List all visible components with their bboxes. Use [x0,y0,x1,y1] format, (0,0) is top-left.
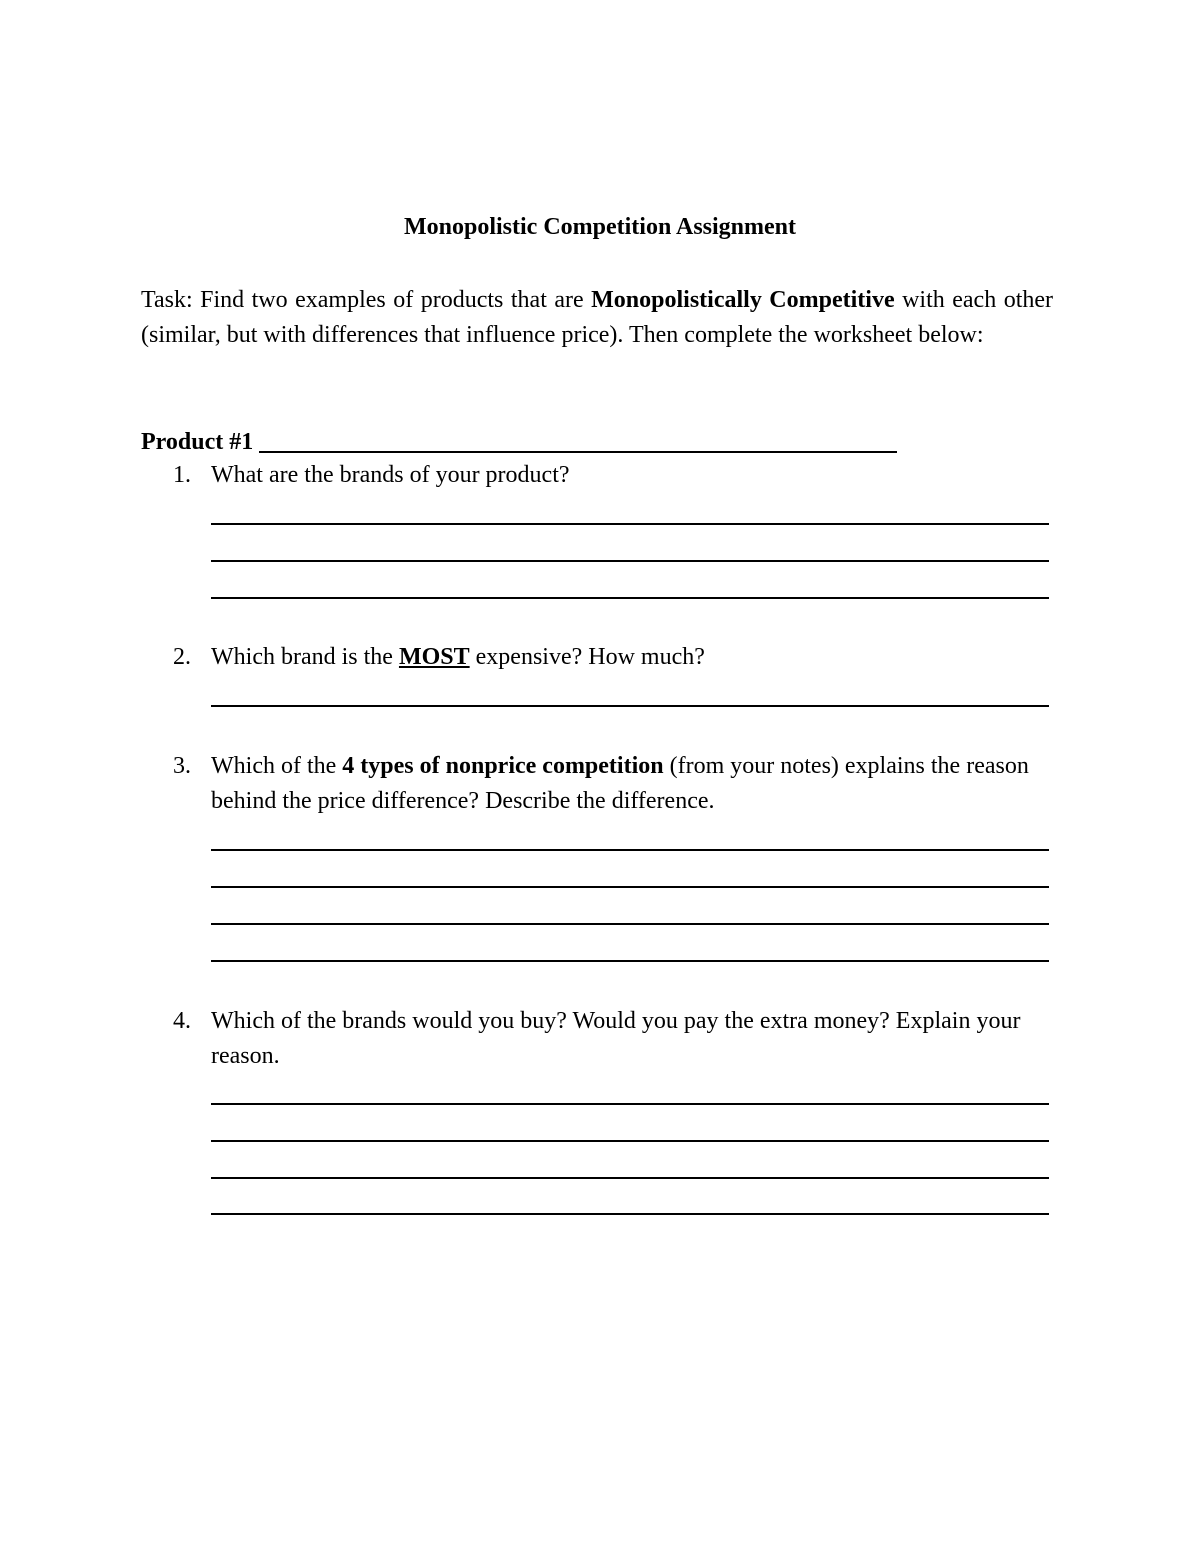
answer-line[interactable] [211,1213,1049,1215]
task-text-suffix: with each other (similar, but with differences that influence price). Then complete the worksheet below: [141,287,1054,348]
question-4 [173,1004,1041,1074]
question-emphasis: 4 types of nonprice competition [342,753,664,779]
answer-line[interactable] [211,705,1049,707]
answer-line[interactable] [211,1103,1049,1105]
product-heading [141,421,897,460]
task-text-prefix: Task: Find two examples of products that are [141,287,592,313]
question-number: 3. [173,753,191,779]
answer-line[interactable] [211,886,1049,888]
answer-line[interactable] [211,960,1049,962]
answer-line[interactable] [211,923,1049,925]
question-number: 1. [173,462,191,488]
question-number: 2. [173,644,191,670]
answer-line[interactable] [211,849,1049,851]
question-text-before: Which brand is the [211,644,399,670]
answer-line[interactable] [211,597,1049,599]
question-text-after: (from your notes) explains the reason behind the price difference? Describe the difference. [211,753,1029,814]
question-1 [173,458,1041,493]
task-instructions [141,283,1053,353]
answer-line[interactable] [211,1177,1049,1179]
question-2 [173,640,1041,675]
question-3 [173,749,1041,819]
question-text: What are the brands of your product? [211,462,570,488]
question-number: 4. [173,1008,191,1034]
answer-line[interactable] [211,560,1049,562]
page-title: Monopolistic Competition Assignment [403,214,796,240]
answer-line[interactable] [211,1140,1049,1142]
question-text-after: expensive? How much? [469,644,705,670]
question-text-before: Which of the [211,753,343,779]
task-emphasis: Monopolistically Competitive [591,287,895,313]
answer-line[interactable] [211,523,1049,525]
product-label: Product #1 [141,429,254,455]
question-emphasis: MOST [398,644,470,670]
question-text: Which of the brands would you buy? Would you pay the extra money? Explain your reason. [211,1008,1021,1069]
product-name-blank[interactable] [259,425,897,453]
